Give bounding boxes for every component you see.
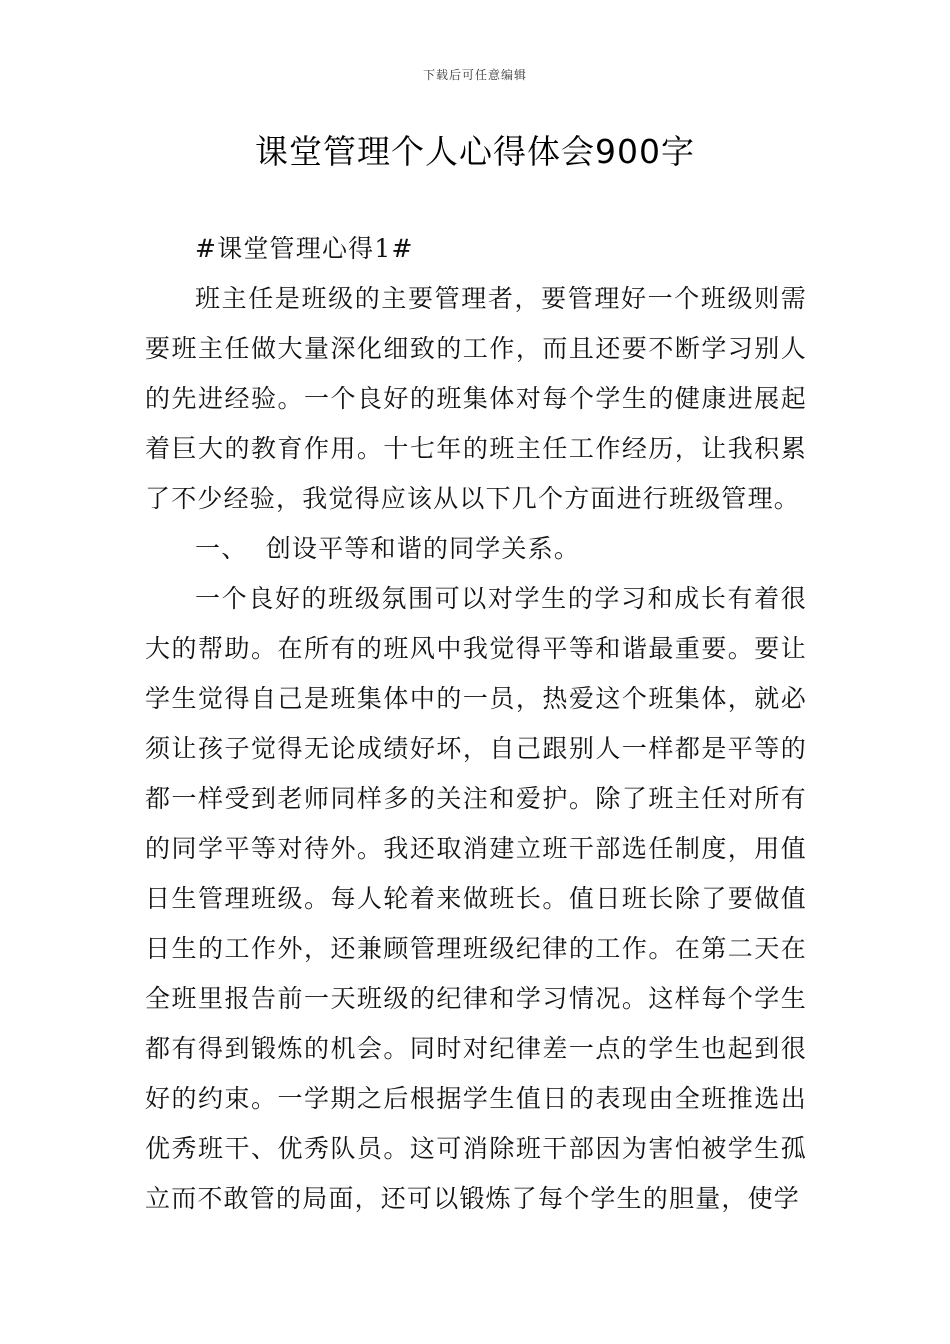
section-heading-text: 创设平等和谐的同学关系。 xyxy=(265,534,581,563)
body-paragraph-section-one: 一个良好的班级氛围可以对学生的学习和成长有着很大的帮助。在所有的班风中我觉得平等和谐最重要。要让学生觉得自己是班集体中的一员，热爱这个班集体，就必须让孩子觉得无论成绩好坏，自己跟别人一样都是平等的都一样受到老师同样多的关注和爱护。除了班主任对所有的同学平等对待外。我还取消建立班干部选任制度，用值日生管理班级。每人轮着来做班长。值日班长除了要做值日生的工作外，还兼顾管理班级纪律的工作。在第二天在全班里报告前一天班级的纪律和学习情况。这样每个学生都有得到锻炼的机会。同时对纪律差一点的学生也起到很好的约束。一学期之后根据学生值日的表现由全班推选出优秀班干、优秀队员。这可消除班干部因为害怕被学生孤立而不敢管的局面，还可以锻炼了每个学生的胆量，使学 xyxy=(145,584,807,1213)
section-number: 一、 xyxy=(195,534,248,563)
body-paragraph-intro: 班主任是班级的主要管理者，要管理好一个班级则需要班主任做大量深化细致的工作，而且还要不断学习别人的先进经验。一个良好的班集体对每个学生的健康进展起着巨大的教育作用。十七年的班主任工作经历，让我积累了不少经验，我觉得应该从以下几个方面进行班级管理。 xyxy=(145,284,807,513)
document-title: 课堂管理个人心得体会900字 xyxy=(255,132,695,171)
section-tag: #课堂管理心得1# xyxy=(195,234,414,263)
document-body xyxy=(145,224,807,1224)
section-heading-one xyxy=(145,524,807,574)
header-note: 下载后可任意编辑 xyxy=(422,68,527,82)
